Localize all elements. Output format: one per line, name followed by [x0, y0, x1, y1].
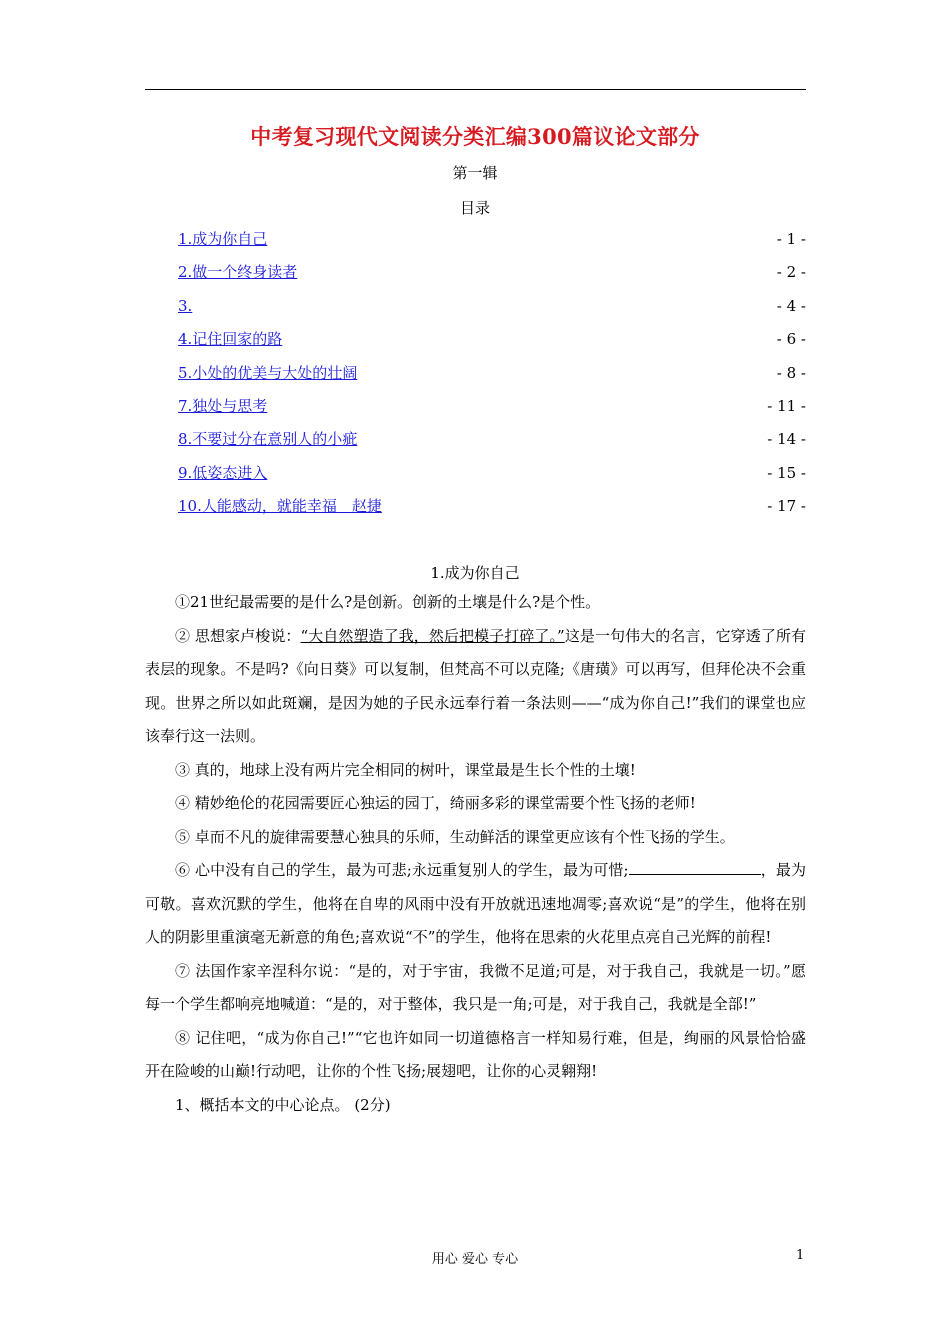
- paragraph-4: ④ 精妙绝伦的花园需要匠心独运的园丁，绮丽多彩的课堂需要个性飞扬的老师!: [175, 794, 696, 812]
- toc-link[interactable]: 3.: [178, 296, 193, 315]
- paragraph-6: [145, 854, 806, 955]
- rousseau-quote: “大自然塑造了我，然后把模子打碎了。”: [300, 626, 565, 645]
- toc-page-number: - 17 -: [767, 497, 806, 516]
- toc-entry: [178, 228, 806, 261]
- question-1: 1、概括本文的中心论点。 (2分): [175, 1095, 391, 1114]
- page-number: 1: [796, 1248, 805, 1263]
- toc-page-number: - 8 -: [776, 363, 806, 382]
- paragraph-2-rest: 这是一句伟大的名言，它穿透了所有表层的现象。不是吗?《向日葵》可以复制，但梵高不可以克隆;《唐璜》可以再写，但拜伦决不会重现。世界之所以如此斑斓，是因为她的子民永远奉行着一条法则——“成为你自己!”我们的课堂也应该奉行这一法则。: [145, 626, 806, 745]
- toc-page-number: - 6 -: [776, 330, 806, 349]
- paragraph-2-lead: ② 思想家卢梭说：: [175, 626, 301, 645]
- toc-link[interactable]: 9.低姿态进入: [178, 463, 268, 482]
- toc-page-number: - 4 -: [776, 296, 806, 315]
- toc-entry: [178, 395, 806, 428]
- toc-link[interactable]: 1.成为你自己: [178, 230, 268, 248]
- paragraph-6-lead: ⑥ 心中没有自己的学生，最为可悲;永远重复别人的学生，最为可惜;: [175, 861, 629, 879]
- toc-page-number: - 15 -: [767, 463, 806, 482]
- toc-link[interactable]: 4.记住回家的路: [178, 330, 283, 349]
- toc-heading: 目录: [459, 199, 490, 217]
- paragraph-7: ⑦ 法国作家辛涅科尔说：“是的，对于宇宙，我微不足道;可是，对于我自己，我就是一切。”愿每一个学生都响亮地喊道：“是的，对于整体，我只是一角;可是，对于我自己，我就是全部!”: [145, 961, 806, 1013]
- toc-page-number: - 1 -: [776, 230, 806, 248]
- toc-page-number: - 11 -: [767, 396, 806, 415]
- toc-entry: [178, 462, 806, 495]
- toc-link[interactable]: 8.不要过分在意别人的小疵: [178, 430, 358, 449]
- paragraph-5: ⑤ 卓而不凡的旋律需要慧心独具的乐师，生动鲜活的课堂更应该有个性飞扬的学生。: [175, 827, 735, 846]
- paragraph-6-rest: ，最为可敬。喜欢沉默的学生，他将在自卑的风雨中没有开放就迅速地凋零;喜欢说“是”的学生，他将在别人的阴影里重演毫无新意的角色;喜欢说“不”的学生，他将在思索的火花里点亮自己光辉的前程!: [145, 861, 806, 946]
- toc-entry: [178, 362, 806, 395]
- footer-motto: 用心 爱心 专心: [431, 1252, 519, 1267]
- toc-entry: [178, 428, 806, 461]
- toc-page-number: - 14 -: [767, 430, 806, 449]
- paragraph-1: ①21世纪最需要的是什么?是创新。创新的土壤是什么?是个性。: [175, 593, 601, 611]
- toc-link[interactable]: 7.独处与思考: [178, 396, 268, 415]
- table-of-contents: [178, 228, 806, 529]
- paragraph-8: ⑧ 记住吧，“成为你自己!”“它也许如同一切道德格言一样知易行难，但是，绚丽的风景恰恰盛开在险峻的山巅!行动吧，让你的个性飞扬;展翅吧，让你的心灵翱翔!: [145, 1028, 806, 1080]
- article-title: 1.成为你自己: [430, 564, 520, 582]
- article-body: [145, 586, 806, 1122]
- toc-entry: [178, 261, 806, 294]
- paragraph-3: ③ 真的，地球上没有两片完全相同的树叶，课堂最是生长个性的土壤!: [175, 760, 636, 779]
- toc-link[interactable]: 2.做一个终身读者: [178, 263, 298, 282]
- volume-label: 第一辑: [452, 164, 498, 182]
- toc-link[interactable]: 10.人能感动，就能幸福 赵捷: [178, 497, 382, 516]
- toc-entry: [178, 495, 806, 528]
- document-title: 中考复习现代文阅读分类汇编300篇议论文部分: [250, 124, 700, 149]
- toc-page-number: - 2 -: [776, 263, 806, 282]
- header-rule: [145, 89, 806, 90]
- toc-link[interactable]: 5.小处的优美与大处的壮阔: [178, 363, 358, 382]
- toc-entry: [178, 295, 806, 328]
- toc-entry: [178, 328, 806, 361]
- fill-in-blank[interactable]: [629, 860, 761, 875]
- paragraph-2: [145, 620, 806, 754]
